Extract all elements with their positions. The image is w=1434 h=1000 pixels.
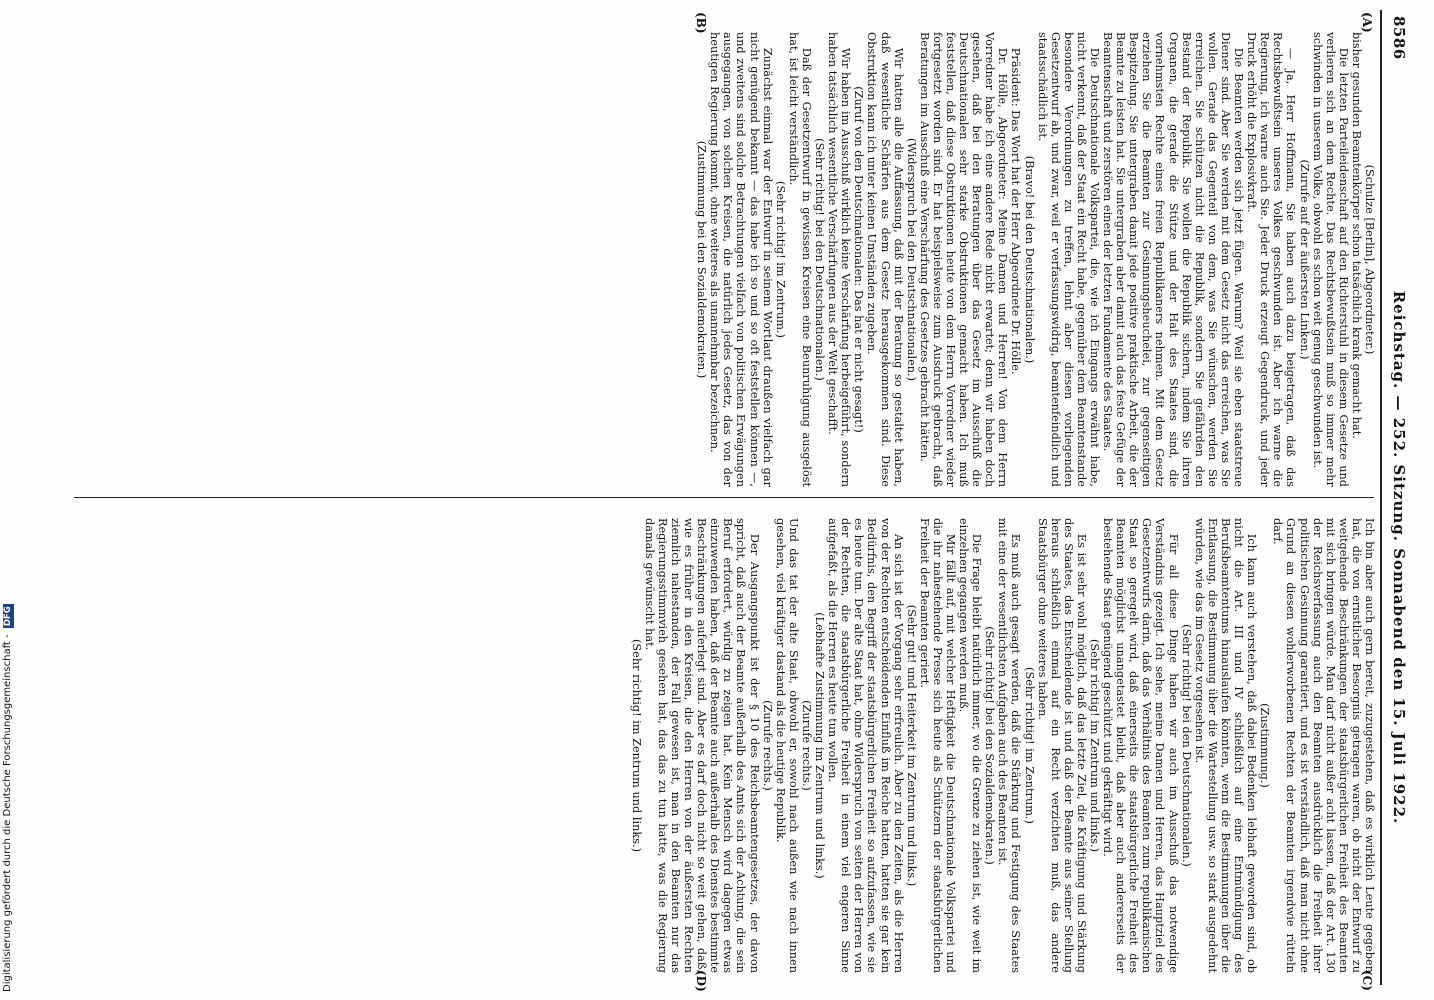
dfg-logo: DFG [3, 606, 13, 627]
interjection: (Sehr gut! und Heiterkeit im Zentrum und links.) [904, 604, 918, 887]
paragraph: — Ja, Herr Hoffmann, Sie haben auch dazu beigetragen, daß das Rechtsbewußtsein unseres Volkes geschwunden ist. Aber ich warne die Regierung, ich warne auch Sie. Jeder Druck erzeugt Gegendruck, und jeder Druck erhöht die Explosivkraft. [1245, 32, 1298, 487]
paragraph: An sich ist der Vorgang sehr erfreulich. Aber zu den Zeiten, als die Herren von der Rechten entscheidenden Einfluß im Reiche hatten, hatten sie gar kein Bedürfnis, den Begriff der staatsbürgerlichen Freiheit so aufzufassen, wie sie es heute tun. Der alte Staat hat, ohne Widerspruch von seiten der Herren von der Rechten, die staatsbürgerliche Freiheit in einem viel engeren Sinne aufgefaßt, als die Herren es heute tun wollen. [826, 518, 905, 973]
interjection: (Zustimmung.) [1258, 703, 1272, 788]
paragraph: Für all diese Dinge haben wir auch im Ausschuß das notwendige Verständnis gezeigt. Ich sehe, meine Damen und Herren, das Hauptziel des Gesetzentwurfs darin, daß das Verhältnis des Beamten zum republikanischen Staat so geregelt wird, daß einerseits die staatsbürgerliche Freiheit des Beamten möglichst unangetastet bleibt, daß aber auch andererseits der bestehende Staat genügend geschützt und gekräftigt wird. [1101, 518, 1180, 973]
paragraph: Die Frage bleibt natürlich immer, wo die Grenze zu ziehen ist, wie weit im einzelnen gegangen werden muß. [957, 518, 984, 973]
paragraph: Wir haben im Ausschuß wirklich keine Verschärfung herbeigeführt, sondern haben tatsächlich wesentliche Verschärfungen aus der Welt geschafft. [826, 32, 853, 487]
left-column [46, 32, 1376, 487]
interjection: (Sehr richtig! bei den Deutschnationalen.) [1179, 624, 1193, 867]
paragraph: Daß der Gesetzentwurf in gewissen Kreisen eine Beunruhigung ausgelöst hat, ist leicht verständlich. [786, 32, 813, 487]
interjection: (Schulze [Berlin], Abgeordneter.) [1363, 164, 1376, 355]
interjection: (Sehr richtig! im Zentrum.) [773, 181, 787, 338]
interjection: (Sehr richtig! bei den Sozialdemokraten.) [983, 626, 997, 865]
paragraph: bisher gesunden Beamtenkörper schon tatsächlich krank gemacht hat. [1349, 32, 1363, 439]
paragraph: Es muß auch gesagt werden, daß die Stärkung und Festigung des Staates mit eine der wesentlichsten Aufgaben auch des Beamten ist. [996, 518, 1023, 973]
interjection: (Widerspruch bei den Deutschnationalen.) [904, 137, 918, 382]
credit-text: Digitalisierung gefördert durch die Deutsche Forschungsgemeinschaft - [2, 634, 13, 992]
speaker-line: Präsident: Das Wort hat der Herr Abgeordnete Dr. Hölle. [1009, 47, 1023, 375]
rotated-page [20, 10, 1410, 992]
interjection: (Zurufe rechts.) [799, 700, 813, 791]
interjection: (Sehr richtig! im Zentrum und links.) [1088, 639, 1102, 852]
margin-marker-a: (A) [1360, 12, 1374, 33]
paragraph: Die Beamten werden sich jetzt fügen. Warum? Weil sie eben staatstreue Diener sind. Aber Sie werden mit dem Gesetz nicht das erreichen, was Sie wollen. Gerade das Gegenteil von dem, was Sie wünschen, werden Sie erreichen. Sie schützen nicht die Republik, sondern Sie gefährden den Bestand der Republik. Sie wollen die Republik sichern, indem Sie ihren Organen, die gerade die Stütze und der Halt des Staates sind, die vornehmsten Rechte eines freien Republikaners nehmen. Mit dem Gesetz erziehen Sie die Beamten zur Gesinnungsheuchelei, zur gegenseitigen Bespitzelung. Sie untergraben damit jede positive praktische Arbeit, die der Beamte zu leisten hat. Sie untergraben aber damit auch das feste Gefüge der Beamtenschaft und zerstören einen der letzten Fundamente des Staates. [1101, 32, 1246, 487]
paragraph: Es ist sehr wohl möglich, daß das letzte Ziel, die Kräftigung und Stärkung des Staates, das Entscheidende ist und daß der Beamte aus seiner Stellung heraus schließlich einmal auf ein Recht verzichten muß, das andere Staatsbürger ohne weiteres haben. [1035, 518, 1088, 973]
paragraph: Und das tat der alte Staat, obwohl er, sowohl nach außen wie nach innen gesehen, viel kräftiger dastand als die heutige Republik. [773, 518, 800, 973]
interjection: (Zustimmung bei den Sozialdemokraten.) [695, 140, 709, 379]
page-title: Reichstag. — 252. Sitzung. Sonnabend den 15. Juli 1922. [1390, 290, 1408, 825]
interjection: (Zurufe rechts.) [760, 700, 774, 791]
interjection: (Sehr richtig! im Zentrum.) [1022, 667, 1036, 824]
paragraph: Dr. Hölle, Abgeordneter: Meine Damen und Herren! Von dem Herrn Vorredner habe ich eine andere Rede nicht erwartet; denn wir haben doch gesehen, daß bei den Beratungen über das Gesetz im Ausschuß die Deutschnationalen sehr starke Obstruktionen gemacht haben. Ich muß feststellen, daß diese Obstruktionen heute von dem Herrn Vorredner wieder fortgesetzt worden sind. Er hat beispielsweise zum Ausdruck gebracht, daß Beratungen im Ausschuß eine Verschärfung des Gesetzes gebracht hätten. [917, 32, 1010, 487]
margin-marker-c: (C) [1360, 970, 1374, 991]
interjection: (Bravo! bei den Deutschnationalen.) [1022, 155, 1036, 364]
paragraph: Der Ausgangspunkt ist der § 10 des Reichsbeamtengesetzes, der davon spricht, daß auch der Beamte außerhalb des Amts sich der Achtung, die sein Beruf erfordert, würdig zu zeigen hat. Kein Mensch wird dagegen etwas einzuwenden haben, daß der Beamte auch außerhalb des Dienstes bestimmte Beschränkungen auferlegt sind. Aber es darf doch nicht so weit gehen, daß, wie es früher in den Kreisen, die den Herren von der äußersten Rechten ziemlich nahestanden, der Fall gewesen ist, man in den Beamten nur das Regierungsstimmvieh gesehen hat, das das zu tun hatte, was die Regierung damals gewünscht hat. [642, 518, 761, 973]
paragraph: Zunächst einmal war der Entwurf in seinem Wortlaut draußen vielfach gar nicht genügend bekannt — das habe ich so und so oft feststellen können —, und zweitens sind solche Betrachtungen vielfach von politischen Erwägungen ausgegangen, von solchen Kreisen, die natürlich jedes Gesetz, das von der heutigen Regierung kommt, ohne weiteres als unannehmbar bezeichnen. [708, 32, 774, 487]
paragraph: Wir hatten alle die Auffassung, daß mit der Beratung so gestaltet haben, daß wesentliche Schärfen aus dem Gesetz herausgekommen sind. Diese Obstruktion kann ich unter keinen Umständen zugeben. [865, 32, 905, 487]
interjection: (Sehr richtig! im Zentrum und links.) [629, 639, 643, 852]
interjection: (Lebhafte Zustimmung im Zentrum und links.) [813, 612, 827, 879]
margin-marker-d: (D) [694, 970, 708, 992]
column-divider [74, 497, 1374, 498]
digitization-credit [1, 40, 15, 992]
page-number: 8586 [1390, 16, 1408, 60]
interjection: (Sehr richtig! bei den Deutschnationalen.) [813, 138, 827, 381]
paragraph: Mir fällt auf, mit welcher Heftigkeit die Deutschnationale Volkspartei und die ihr nahestehende Presse sich heute als Schützern der staatsbürgerlichen Freiheit der Beamten geriert. [917, 518, 957, 973]
interjection: (Zuruf von den Deutschnationalen: Das hat er nicht gesagt!) [852, 86, 866, 433]
paragraph: Die letzten Parteileidenschaft auf den Richterstuhl in diesem Gesetze und verlieren sich an dem Rechte. Das Rechtsbewußtsein muß so immer mehr schwinden in unserem Volke, obwohl es schon weit genug geschwunden ist. [1310, 32, 1350, 487]
right-column [46, 518, 1376, 973]
paragraph: Ich kann auch verstehen, daß dabei Bedenken lebhaft geworden sind, ob nicht die Art. III und IV schließlich auf eine Entmündigung des Berufsbeamtentums hinauslaufen könnten, wenn die Bestimmungen über die Entlassung, die Bestimmung über die Wartestellung usw. so stark ausgedehnt würden, wie das im Gesetz vorgesehen ist. [1192, 518, 1259, 973]
paragraph: Die Deutschnationale Volkspartei, die, wie ich Eingangs erwähnt habe, nicht verkennt, daß der Staat ein Recht habe, gegenüber dem Beamtenstande besondere Verordnungen zu treffen, lehnt aber diesen vorliegenden Gesetzentwurf ab, und zwar, weil er verfassungswidrig, beamtenfeindlich und staatsschädlich ist. [1035, 32, 1102, 487]
interjection: (Zurufe auf der äußersten Linken.) [1297, 159, 1311, 360]
page-header [1380, 10, 1410, 985]
paragraph: Ich bin aber auch gern bereit, zuzugestehen, daß es wirklich Leute gegeben hat, die von ernstlicher Besorgnis getragen waren, ob nicht der Entwurf zu weitgehende Beschränkungen der staatsbürgerlichen Freiheit des Beamten mit sich bringen würde. Man darf nicht außer acht lassen, daß der Art. 130 der Reichsverfassung auch den Beamten ausdrücklich die Freiheit ihrer politischen Gesinnung garantiert, und es ist verständlich, daß man nicht ohne Grund an diesen wohlerworbenen Rechten der Beamten irgendwie rütteln darf. [1271, 518, 1376, 973]
margin-marker-b: (B) [694, 12, 708, 34]
